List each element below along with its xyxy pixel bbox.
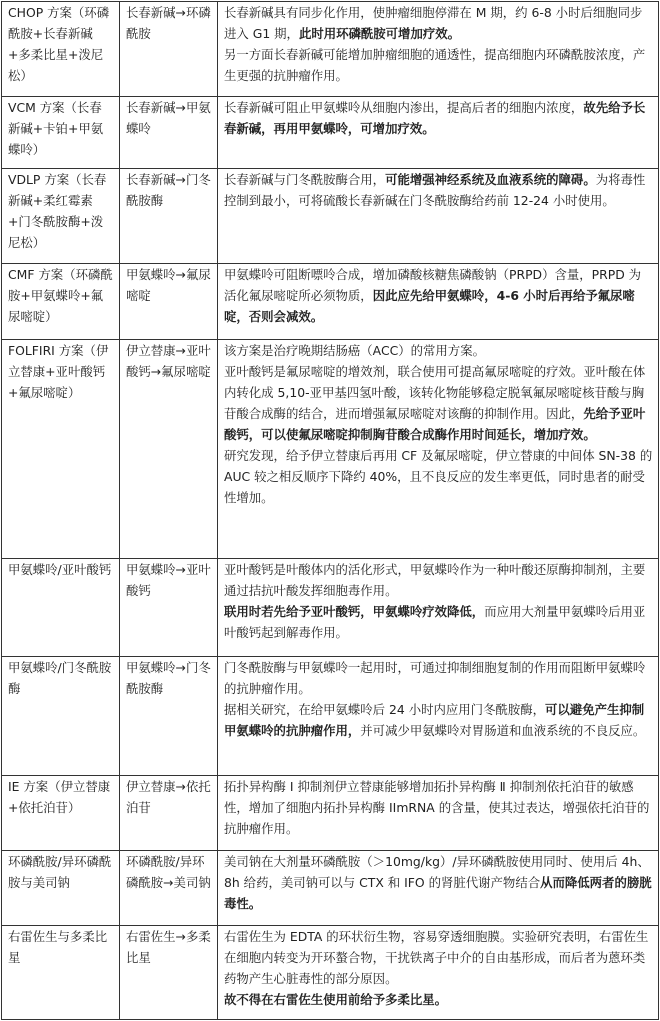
table-row xyxy=(2,264,659,340)
note-text: 亚叶酸钙是氟尿嘧啶的增效剂，联合使用可提高氟尿嘧啶的疗效。亚叶酸在体内转化成 5,10-亚甲基四氢叶酸，该转化物能够稳定脱氧氟尿嘧啶核苷酸与胸苷酸合成酶的结合，进而增强氟尿嘧啶对该酶的抑制作用。因此， xyxy=(224,364,646,421)
order-cell: 长春新碱→环磷酰胺 xyxy=(120,2,218,97)
note-text: 长春新碱可阻止甲氨蝶呤从细胞内渗出，提高后者的细胞内浓度， xyxy=(224,100,584,115)
note-cell xyxy=(218,340,659,559)
table-row xyxy=(2,926,659,1020)
table-row xyxy=(2,169,659,264)
order-cell: 甲氨蝶呤→门冬酰胺酶 xyxy=(120,657,218,776)
scheme-cell: 环磷酰胺/异环磷酰胺与美司钠 xyxy=(2,851,120,926)
table-row xyxy=(2,851,659,926)
note-text: 甲氨蝶呤可阻断嘌呤合成，增加磷酸核糖焦磷酸钠（PRPD）含量，PRPD 为活化氟尿嘧啶所必须物质， xyxy=(224,267,642,303)
note-cell xyxy=(218,2,659,97)
note-emphasis: 可能增强神经系统及血液系统的障碍。 xyxy=(385,172,596,187)
note-text: 为将毒性控制到最小，可将硫酸长春新碱在门冬酰胺酶给药前 12-24 小时使用。 xyxy=(224,172,646,208)
note-paragraph xyxy=(224,657,653,699)
note-paragraph xyxy=(224,601,653,643)
note-emphasis: 可以避免产生抑制甲氨蝶呤的抗肿瘤作用， xyxy=(224,702,645,738)
scheme-cell: IE 方案（伊立替康+依托泊苷） xyxy=(2,776,120,851)
note-emphasis: 故不得在右雷佐生使用前给予多柔比星。 xyxy=(224,992,448,1007)
table-row xyxy=(2,559,659,657)
note-text: 另一方面长春新碱可能增加肿瘤细胞的通透性，提高细胞内环磷酰胺浓度，产生更强的抗肿瘤作用。 xyxy=(224,47,646,83)
note-emphasis: 此时用环磷酰胺可增加疗效。 xyxy=(298,26,461,41)
note-emphasis: 从而降低两者的膀胱毒性。 xyxy=(224,875,652,911)
order-cell: 甲氨蝶呤→亚叶酸钙 xyxy=(120,559,218,657)
note-paragraph xyxy=(224,776,653,839)
note-cell xyxy=(218,776,659,851)
drug-sequence-table xyxy=(1,1,659,1020)
note-emphasis: 因此应先给甲氨蝶呤，4-6 小时后再给予氟尿嘧啶，否则会减效。 xyxy=(224,288,635,324)
note-text: 亚叶酸钙是叶酸体内的活化形式，甲氨蝶呤作为一种叶酸还原酶抑制剂，主要通过拮抗叶酸发挥细胞毒作用。 xyxy=(224,562,646,598)
note-cell xyxy=(218,559,659,657)
note-emphasis: 联用时若先给予亚叶酸钙，甲氨蝶呤疗效降低， xyxy=(224,604,485,619)
order-cell: 长春新碱→甲氨蝶呤 xyxy=(120,97,218,169)
note-text: 并可减少甲氨蝶呤对胃肠道和血液系统的不良反应。 xyxy=(360,723,646,738)
table-row xyxy=(2,97,659,169)
note-cell xyxy=(218,97,659,169)
note-text: 长春新碱与门冬酰胺酶合用， xyxy=(224,172,386,187)
note-cell xyxy=(218,851,659,926)
note-text: 拓扑异构酶 Ⅰ 抑制剂伊立替康能够增加拓扑异构酶 Ⅱ 抑制剂依托泊苷的敏感性，增加了细胞内拓扑异构酶 IImRNA 的含量，使其过表达，增强依托泊苷的抗肿瘤作用。 xyxy=(224,779,650,836)
note-text: 而应用大剂量甲氨蝶呤后用亚叶酸钙起到解毒作用。 xyxy=(224,604,646,640)
scheme-cell: CMF 方案（环磷酰胺+甲氨蝶呤+氟尿嘧啶） xyxy=(2,264,120,340)
scheme-cell: VDLP 方案（长春新碱+柔红霉素+门冬酰胺酶+泼尼松） xyxy=(2,169,120,264)
note-cell xyxy=(218,264,659,340)
note-paragraph xyxy=(224,851,653,914)
note-emphasis: 故先给予长春新碱，再用甲氨蝶呤，可增加疗效。 xyxy=(224,100,646,136)
note-cell xyxy=(218,657,659,776)
note-paragraph xyxy=(224,926,653,989)
note-text: 该方案是治疗晚期结肠癌（ACC）的常用方案。 xyxy=(224,343,485,358)
scheme-cell: VCM 方案（长春新碱+卡铂+甲氨蝶呤） xyxy=(2,97,120,169)
order-cell: 长春新碱→门冬酰胺酶 xyxy=(120,169,218,264)
table-row xyxy=(2,776,659,851)
scheme-cell: 甲氨蝶呤/门冬酰胺酶 xyxy=(2,657,120,776)
note-paragraph xyxy=(224,699,653,741)
note-paragraph xyxy=(224,361,653,445)
note-paragraph xyxy=(224,340,653,361)
note-text: 研究发现，给予伊立替康后再用 CF 及氟尿嘧啶，伊立替康的中间体 SN-38 的 AUC 较之相反顺序下降约 40%，且不良反应的发生率更低，同时患者的耐受性增加。 xyxy=(224,448,653,505)
note-text: 美司钠在大剂量环磷酰胺（＞10mg/kg）/异环磷酰胺使用同时、使用后 4h、8h 给药，美司钠可以与 CTX 和 IFO 的肾脏代谢产物结合 xyxy=(224,854,650,890)
table-row xyxy=(2,340,659,559)
note-cell xyxy=(218,926,659,1020)
note-paragraph xyxy=(224,97,653,139)
note-paragraph xyxy=(224,2,653,44)
order-cell: 伊立替康→亚叶酸钙→氟尿嘧啶 xyxy=(120,340,218,559)
note-text: 长春新碱具有同步化作用，使肿瘤细胞停滞在 M 期，约 6-8 小时后细胞同步进入 G1 期， xyxy=(224,5,643,41)
note-text: 右雷佐生为 EDTA 的环状衍生物，容易穿透细胞膜。实验研究表明，右雷佐生在细胞内转变为开环螯合物，干扰铁离子中介的自由基形成，而后者为蒽环类药物产生心脏毒性的部分原因。 xyxy=(224,929,649,986)
table-row xyxy=(2,2,659,97)
order-cell: 甲氨蝶呤→氟尿嘧啶 xyxy=(120,264,218,340)
note-paragraph xyxy=(224,169,653,211)
order-cell: 右雷佐生→多柔比星 xyxy=(120,926,218,1020)
scheme-cell: 甲氨蝶呤/亚叶酸钙 xyxy=(2,559,120,657)
note-emphasis: 先给予亚叶酸钙，可以使氟尿嘧啶抑制胸苷酸合成酶作用时间延长，增加疗效。 xyxy=(224,406,646,442)
note-paragraph xyxy=(224,44,653,86)
note-cell xyxy=(218,169,659,264)
scheme-cell: 右雷佐生与多柔比星 xyxy=(2,926,120,1020)
scheme-cell: CHOP 方案（环磷酰胺+长春新碱+多柔比星+泼尼松） xyxy=(2,2,120,97)
order-cell: 伊立替康→依托泊苷 xyxy=(120,776,218,851)
note-paragraph xyxy=(224,989,653,1010)
note-paragraph xyxy=(224,445,653,508)
note-paragraph xyxy=(224,264,653,327)
table-body xyxy=(2,2,659,1020)
note-paragraph xyxy=(224,559,653,601)
order-cell: 环磷酰胺/异环磷酰胺→美司钠 xyxy=(120,851,218,926)
table-row xyxy=(2,657,659,776)
note-text: 据相关研究，在给甲氨蝶呤后 24 小时内应用门冬酰胺酶， xyxy=(224,702,546,717)
note-text: 门冬酰胺酶与甲氨蝶呤一起用时，可通过抑制细胞复制的作用而阻断甲氨蝶呤的抗肿瘤作用。 xyxy=(224,660,646,696)
scheme-cell: FOLFIRI 方案（伊立替康+亚叶酸钙+氟尿嘧啶） xyxy=(2,340,120,559)
